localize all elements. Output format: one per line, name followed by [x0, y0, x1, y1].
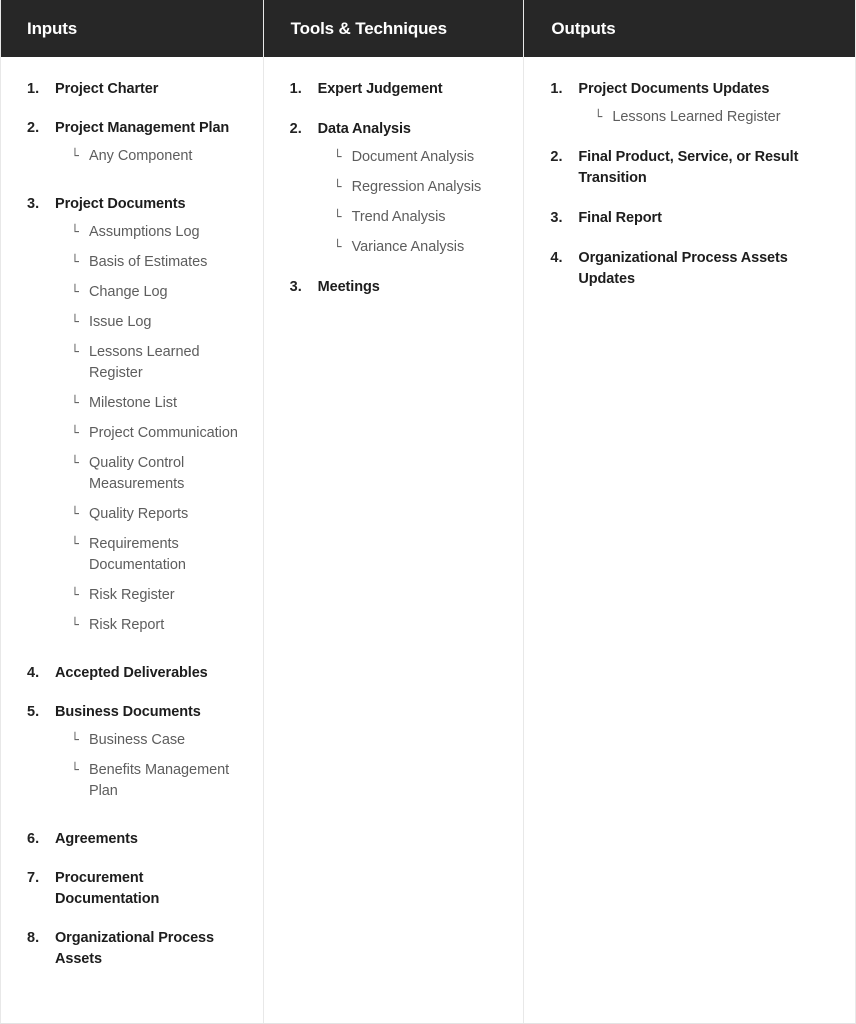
sub-list-item[interactable]: [55, 252, 249, 273]
sub-item-label: Risk Report: [89, 617, 165, 633]
item-number: 4.: [550, 250, 563, 266]
tree-branch-icon: └: [333, 150, 342, 165]
sub-list-item[interactable]: [55, 760, 249, 802]
list-item[interactable]: [264, 79, 510, 100]
tree-branch-icon: └: [71, 763, 79, 778]
sub-item-label: Business Case: [89, 732, 186, 748]
sub-item-label: Any Component: [89, 148, 193, 164]
item-label: Final Report: [578, 210, 662, 226]
tree-branch-icon: └: [71, 285, 79, 300]
item-label: Project Documents: [55, 196, 186, 212]
sub-item-list: [55, 222, 249, 636]
list-item[interactable]: [524, 208, 841, 229]
list-item[interactable]: [1, 79, 249, 100]
item-label: Business Documents: [55, 704, 201, 720]
item-body: [29, 868, 249, 910]
list-item[interactable]: [264, 277, 510, 298]
tree-branch-icon: └: [594, 110, 603, 125]
sub-list-item[interactable]: [55, 453, 249, 495]
tree-branch-icon: └: [71, 315, 79, 330]
item-label: Project Charter: [55, 81, 159, 97]
sub-item-list: [578, 107, 841, 128]
item-body: [292, 277, 510, 298]
item-number: 3.: [550, 210, 563, 226]
item-list-inputs: [1, 79, 249, 970]
column-header-outputs: [524, 0, 855, 57]
tree-branch-icon: └: [71, 618, 79, 633]
item-number: 8.: [27, 930, 40, 946]
sub-item-label: Lessons Learned Register: [612, 109, 781, 125]
item-label: Meetings: [317, 279, 380, 295]
item-label: Organizational Process Assets: [55, 930, 214, 967]
sub-list-item[interactable]: [55, 282, 249, 303]
column-header-inputs: [1, 0, 263, 57]
column-tools: [263, 0, 525, 1023]
item-number: 7.: [27, 870, 40, 886]
tree-branch-icon: └: [71, 396, 79, 411]
sub-item-label: Regression Analysis: [351, 179, 482, 195]
sub-list-item[interactable]: [55, 730, 249, 751]
tree-branch-icon: └: [333, 180, 342, 195]
item-number: 2.: [550, 149, 563, 165]
tree-branch-icon: └: [71, 345, 79, 360]
column-header-tools: [264, 0, 524, 57]
sub-item-label: Variance Analysis: [351, 239, 465, 255]
item-body: [29, 79, 249, 100]
list-item[interactable]: [1, 118, 249, 176]
tree-branch-icon: └: [333, 240, 342, 255]
item-number: 4.: [27, 665, 40, 681]
sub-list-item[interactable]: [55, 504, 249, 525]
sub-list-item[interactable]: [318, 237, 510, 258]
sub-item-label: Lessons Learned Register: [89, 344, 200, 381]
tree-branch-icon: └: [71, 149, 79, 164]
item-body: [29, 663, 249, 684]
item-number: 6.: [27, 831, 40, 847]
item-label: Organizational Process Assets Updates: [578, 250, 788, 287]
item-body: [552, 208, 841, 229]
column-body-tools: [264, 57, 524, 1023]
sub-item-list: [55, 730, 249, 802]
list-item[interactable]: [1, 663, 249, 684]
sub-list-item[interactable]: [55, 585, 249, 606]
sub-item-label: Assumptions Log: [89, 224, 200, 240]
item-body: [29, 928, 249, 970]
sub-list-item[interactable]: [318, 207, 510, 228]
item-body: [292, 119, 510, 258]
sub-item-label: Project Communication: [89, 425, 238, 441]
sub-item-list: [318, 147, 510, 258]
item-body: [552, 248, 841, 290]
item-label: Project Management Plan: [55, 120, 230, 136]
tree-branch-icon: └: [71, 456, 79, 471]
sub-list-item[interactable]: [55, 146, 249, 167]
list-item[interactable]: [1, 702, 249, 811]
item-body: [552, 79, 841, 128]
sub-item-label: Document Analysis: [351, 149, 475, 165]
sub-item-label: Issue Log: [89, 314, 152, 330]
column-title: Inputs: [27, 19, 78, 38]
item-number: 3.: [289, 279, 302, 295]
sub-item-label: Milestone List: [89, 395, 177, 411]
sub-item-label: Quality Control Measurements: [89, 455, 185, 492]
sub-list-item[interactable]: [55, 423, 249, 444]
item-label: Final Product, Service, or Result Transition: [578, 149, 799, 186]
sub-item-label: Quality Reports: [89, 506, 189, 522]
item-list-outputs: [524, 79, 841, 290]
item-label: Project Documents Updates: [578, 81, 770, 97]
item-body: [552, 147, 841, 189]
tree-branch-icon: └: [71, 507, 79, 522]
item-number: 3.: [27, 196, 40, 212]
item-label: Procurement Documentation: [55, 870, 160, 907]
column-outputs: [524, 0, 855, 1023]
column-inputs: [1, 0, 263, 1023]
item-label: Accepted Deliverables: [55, 665, 208, 681]
list-item[interactable]: [1, 928, 249, 970]
sub-item-list: [55, 146, 249, 167]
sub-list-item[interactable]: [578, 107, 841, 128]
tree-branch-icon: └: [71, 255, 79, 270]
sub-list-item[interactable]: [55, 534, 249, 576]
tree-branch-icon: └: [71, 588, 79, 603]
list-item[interactable]: [1, 868, 249, 910]
sub-list-item[interactable]: [55, 222, 249, 243]
list-item[interactable]: [524, 147, 841, 189]
item-body: [29, 194, 249, 645]
item-list-tools: [264, 79, 510, 298]
sub-item-label: Benefits Management Plan: [89, 762, 230, 799]
item-number: 1.: [550, 81, 563, 97]
sub-item-label: Trend Analysis: [351, 209, 446, 225]
column-title: Outputs: [551, 19, 616, 38]
list-item[interactable]: [1, 829, 249, 850]
column-title: Tools & Techniques: [290, 19, 447, 38]
sub-item-label: Requirements Documentation: [89, 536, 186, 573]
list-item[interactable]: [264, 119, 510, 258]
list-item[interactable]: [524, 79, 841, 128]
list-item[interactable]: [1, 194, 249, 645]
item-body: [29, 829, 249, 850]
sub-list-item[interactable]: [55, 342, 249, 384]
sub-list-item[interactable]: [55, 615, 249, 636]
list-item[interactable]: [524, 248, 841, 290]
item-number: 1.: [27, 81, 40, 97]
sub-item-label: Basis of Estimates: [89, 254, 208, 270]
sub-item-label: Change Log: [89, 284, 168, 300]
tree-branch-icon: └: [71, 733, 79, 748]
item-number: 5.: [27, 704, 40, 720]
item-body: [29, 118, 249, 176]
item-label: Agreements: [55, 831, 138, 847]
tree-branch-icon: └: [333, 210, 342, 225]
item-number: 2.: [27, 120, 40, 136]
sub-item-label: Risk Register: [89, 587, 175, 603]
item-label: Expert Judgement: [317, 81, 443, 97]
tree-branch-icon: └: [71, 225, 79, 240]
item-number: 1.: [289, 81, 302, 97]
tree-branch-icon: └: [71, 426, 79, 441]
sub-list-item[interactable]: [318, 147, 510, 168]
tree-branch-icon: └: [71, 537, 79, 552]
item-label: Data Analysis: [317, 121, 411, 137]
sub-list-item[interactable]: [55, 393, 249, 414]
sub-list-item[interactable]: [318, 177, 510, 198]
item-number: 2.: [289, 121, 302, 137]
sub-list-item[interactable]: [55, 312, 249, 333]
column-body-outputs: [524, 57, 855, 1023]
item-body: [29, 702, 249, 811]
column-body-inputs: [1, 57, 263, 1023]
item-body: [292, 79, 510, 100]
